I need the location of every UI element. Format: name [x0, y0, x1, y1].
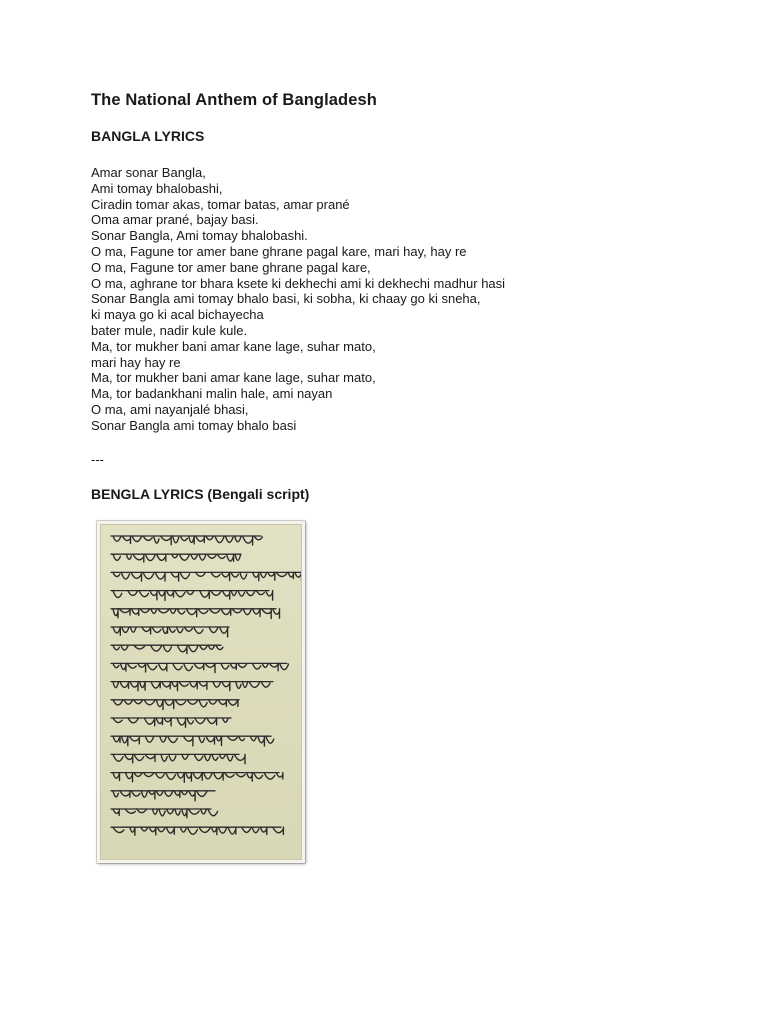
lyric-line: Ma, tor mukher bani amar kane lage, suhar mato, — [91, 338, 376, 354]
lyric-line: ki maya go ki acal bichayecha — [91, 307, 264, 323]
lyric-line: Ma, tor badankhani malin hale, ami nayan — [91, 386, 333, 402]
script-line — [111, 754, 245, 763]
script-line — [111, 736, 274, 746]
script-line — [111, 682, 273, 691]
bengali-script-drawing — [101, 525, 301, 859]
script-line — [111, 554, 241, 562]
script-line — [111, 773, 283, 783]
lyric-line: O ma, ami nayanjalé bhasi, — [91, 401, 249, 417]
script-line — [111, 809, 218, 818]
page-title: The National Anthem of Bangladesh — [91, 91, 377, 109]
script-line — [111, 663, 289, 672]
script-line — [111, 645, 223, 653]
bengali-script-heading: BENGLA LYRICS (Bengali script) — [91, 485, 310, 502]
lyric-line: Amar sonar Bangla, — [91, 165, 206, 180]
lyric-line: Ma, tor mukher bani amar kane lage, suhar mato, — [91, 370, 376, 386]
lyric-line: O ma, aghrane tor bhara ksete ki dekhechi ami ki dekhechi madhur hasi — [91, 275, 506, 291]
lyric-line: Sonar Bangla ami tomay bhalo basi — [91, 417, 297, 433]
lyric-line: Ciradin tomar akas, tomar batas, amar prané — [91, 196, 350, 212]
lyric-line: mari hay hay re — [91, 354, 181, 370]
bengali-lyrics-image — [97, 521, 305, 863]
script-line — [111, 536, 262, 545]
script-line — [111, 791, 215, 801]
bangla-lyrics-heading: BANGLA LYRICS — [91, 128, 205, 144]
lyric-line: O ma, Fagune tor amer bane ghrane pagal kare, — [91, 259, 371, 275]
script-line — [111, 572, 301, 581]
lyric-line: Sonar Bangla ami tomay bhalo basi, ki sobha, ki chaay go ki sneha, — [91, 291, 481, 307]
separator: --- — [91, 451, 104, 467]
lyric-line: Sonar Bangla, Ami tomay bhalobashi. — [91, 228, 308, 244]
lyric-line: Ami tomay bhalobashi, — [91, 180, 223, 196]
script-line — [111, 718, 231, 727]
bengali-lyrics-image-inner — [100, 524, 302, 860]
lyrics-list — [91, 165, 731, 434]
lyric-line: Oma amar prané, bajay basi. — [91, 212, 259, 228]
lyric-line: bater mule, nadir kule kule. — [91, 322, 248, 338]
lyric-line: O ma, Fagune tor amer bane ghrane pagal kare, mari hay, hay re — [91, 243, 467, 259]
script-line — [111, 827, 283, 835]
script-line — [111, 591, 273, 601]
document-page — [91, 88, 731, 504]
script-line — [111, 609, 280, 619]
script-line — [111, 700, 239, 710]
script-line — [111, 627, 229, 637]
